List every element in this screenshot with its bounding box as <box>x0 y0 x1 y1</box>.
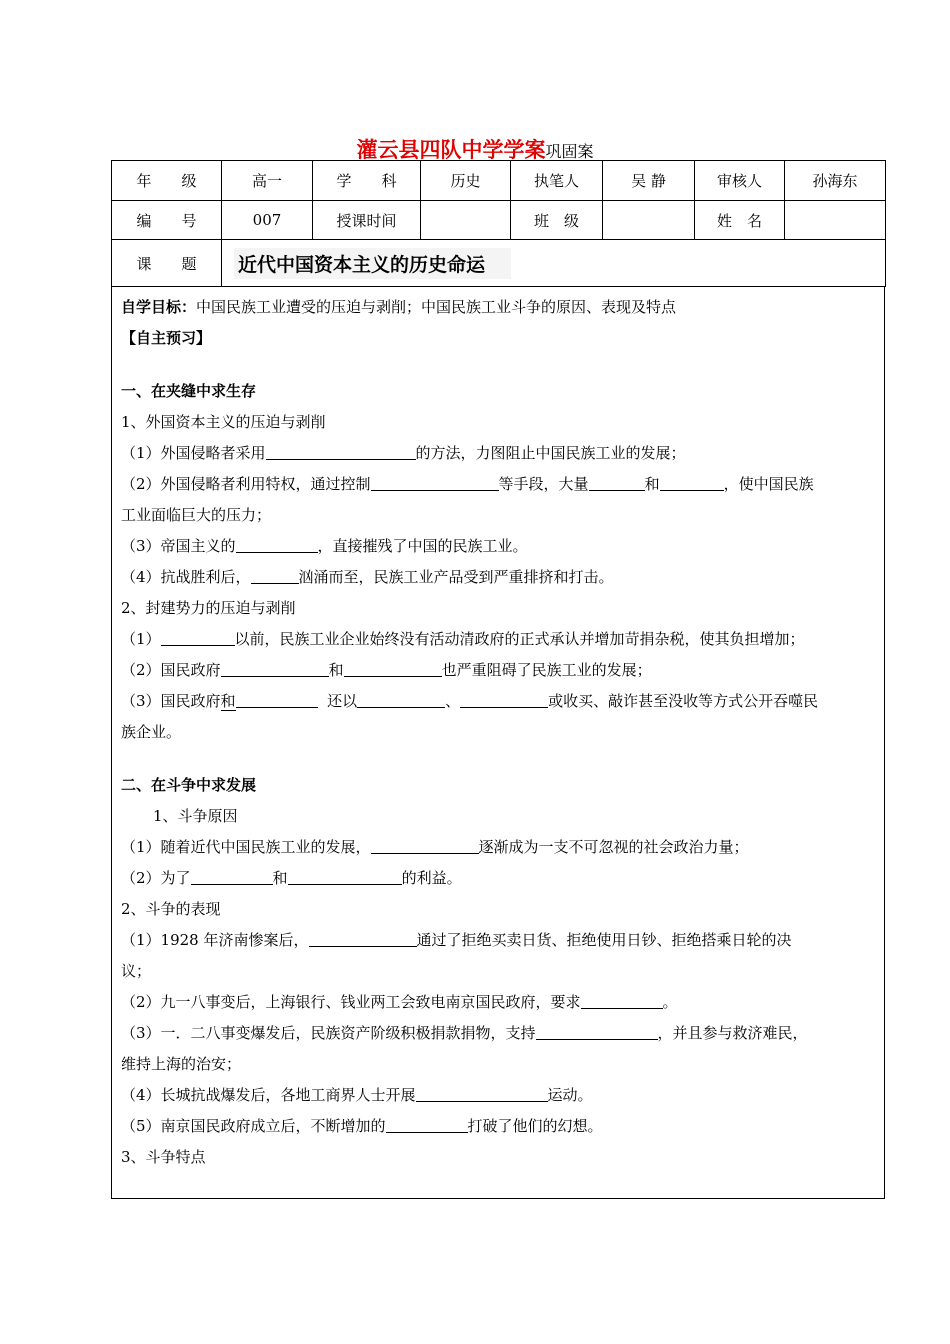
goal-text: 中国民族工业遭受的压迫与剥削；中国民族工业斗争的原因、表现及特点 <box>196 298 677 316</box>
info-table <box>111 160 886 287</box>
title-sub: 巩固案 <box>545 142 594 161</box>
author-value: 吴 静 <box>603 161 695 201</box>
fill-blank[interactable] <box>371 472 499 491</box>
fill-blank[interactable] <box>371 835 479 854</box>
content-box <box>111 286 885 1199</box>
fill-blank[interactable] <box>266 441 416 460</box>
name-value[interactable] <box>785 201 886 240</box>
fill-blank[interactable] <box>191 866 273 885</box>
fill-blank[interactable] <box>309 928 417 947</box>
fill-blank[interactable] <box>589 472 645 491</box>
item-1-1-2: （2）外国侵略者利用特权，通过控制 等手段，大量 和 ，使中国民族 <box>121 469 876 500</box>
fill-blank[interactable] <box>236 689 318 708</box>
number-label: 编 号 <box>112 201 222 240</box>
fill-blank[interactable] <box>161 627 235 646</box>
section1-heading: 一、在夹缝中求生存 <box>121 382 257 400</box>
item-2-2-2: （2）九一八事变后，上海银行、钱业两工会致电南京国民政府，要求 。 <box>121 987 876 1018</box>
fill-blank[interactable] <box>251 565 299 584</box>
fill-blank[interactable] <box>386 1114 468 1133</box>
item-2-2-3: （3）一．二八事变爆发后，民族资产阶级积极捐款捐物，支持 ，并且参与救济难民， <box>121 1018 876 1049</box>
item-2-2-3-cont: 维持上海的治安； <box>121 1055 242 1073</box>
grade-value: 高一 <box>222 161 313 201</box>
fill-blank[interactable] <box>344 658 442 677</box>
fill-blank[interactable] <box>536 1021 658 1040</box>
topic-cell <box>222 240 886 287</box>
topic-value: 近代中国资本主义的历史命运 <box>234 248 511 279</box>
item-1-2-1: （1） 以前，民族工业企业始终没有活动清政府的正式承认并增加苛捐杂税，使其负担增加； <box>121 624 876 655</box>
fill-blank[interactable] <box>357 689 445 708</box>
item-1-2-3-cont: 族企业。 <box>121 723 182 741</box>
item-2-2-4: （4）长城抗战爆发后，各地工商界人士开展 运动。 <box>121 1080 876 1111</box>
preview-heading: 【自主预习】 <box>121 329 212 347</box>
item-2-2-1-cont: 议； <box>121 962 152 980</box>
fill-blank[interactable] <box>236 534 318 553</box>
subsection-2-3: 3、斗争特点 <box>121 1148 206 1166</box>
reviewer-value: 孙海东 <box>785 161 886 201</box>
item-1-1-2-cont: 工业面临巨大的压力； <box>121 506 272 524</box>
grade-label: 年 级 <box>112 161 222 201</box>
fill-blank[interactable] <box>460 689 548 708</box>
fill-blank[interactable] <box>416 1083 548 1102</box>
subsection-1-2: 2、封建势力的压迫与剥削 <box>121 599 296 617</box>
item-1-2-3: （3）国民政府和 还以 、 或收买、敲诈甚至没收等方式公开吞噬民 <box>121 686 876 717</box>
goal-line <box>121 292 876 323</box>
goal-label: 自学目标： <box>121 298 197 316</box>
item-2-1-2: （2）为了 和 的利益。 <box>121 863 876 894</box>
time-label: 授课时间 <box>313 201 421 240</box>
item-2-2-5: （5）南京国民政府成立后，不断增加的 打破了他们的幻想。 <box>121 1111 876 1142</box>
fill-blank[interactable] <box>581 990 663 1009</box>
class-value[interactable] <box>603 201 695 240</box>
reviewer-label: 审核人 <box>695 161 785 201</box>
subsection-2-2: 2、斗争的表现 <box>121 900 221 918</box>
fill-blank[interactable] <box>660 472 724 491</box>
fill-blank[interactable] <box>221 658 329 677</box>
subject-label: 学 科 <box>313 161 421 201</box>
time-value[interactable] <box>421 201 511 240</box>
subject-value: 历史 <box>421 161 511 201</box>
item-1-1-1: （1）外国侵略者采用 的方法，力图阻止中国民族工业的发展； <box>121 438 876 469</box>
section2-heading: 二、在斗争中求发展 <box>121 776 257 794</box>
topic-label: 课 题 <box>112 240 222 287</box>
worksheet-content <box>112 286 884 1173</box>
fill-blank[interactable] <box>288 866 402 885</box>
subsection-1-1: 1、外国资本主义的压迫与剥削 <box>121 413 326 431</box>
item-1-1-4: （4）抗战胜利后， 汹涌而至，民族工业产品受到严重排挤和打击。 <box>121 562 876 593</box>
item-1-1-3: （3）帝国主义的 ，直接摧残了中国的民族工业。 <box>121 531 876 562</box>
name-label: 姓 名 <box>695 201 785 240</box>
subsection-2-1: 1、斗争原因 <box>153 807 238 825</box>
number-value: 007 <box>222 201 313 240</box>
class-label: 班 级 <box>511 201 603 240</box>
author-label: 执笔人 <box>511 161 603 201</box>
item-1-2-2: （2）国民政府 和 也严重阻碍了民族工业的发展； <box>121 655 876 686</box>
item-2-2-1: （1）1928 年济南惨案后， 通过了拒绝买卖日货、拒绝使用日钞、拒绝搭乘日轮的决 <box>121 925 876 956</box>
title-main: 灌云县四队中学学案 <box>356 138 546 162</box>
item-2-1-1: （1）随着近代中国民族工业的发展， 逐渐成为一支不可忽视的社会政治力量； <box>121 832 876 863</box>
